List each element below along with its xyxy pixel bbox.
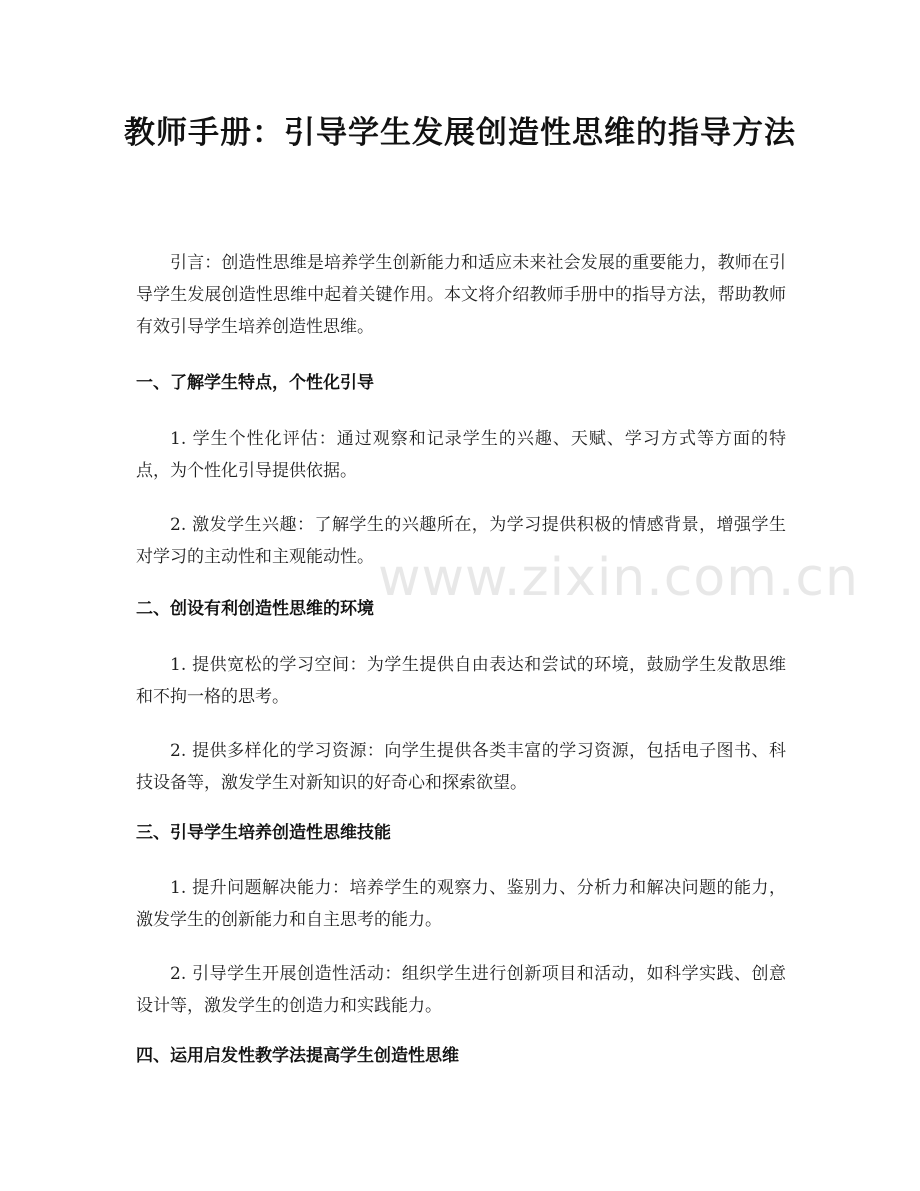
section-3-item-1: 1. 提升问题解决能力：培养学生的观察力、鉴别力、分析力和解决问题的能力，激发学生的创新能力和自主思考的能力。 [136,878,786,930]
section-2-item-2: 2. 提供多样化的学习资源：向学生提供各类丰富的学习资源，包括电子图书、科技设备等，激发学生对新知识的好奇心和探索欲望。 [136,741,786,793]
section-heading-1: 一、了解学生特点，个性化引导 [136,373,374,393]
section-heading-3: 三、引导学生培养创造性思维技能 [136,823,391,843]
section-heading-4: 四、运用启发性教学法提高学生创造性思维 [136,1046,459,1066]
section-2-item-1: 1. 提供宽松的学习空间：为学生提供自由表达和尝试的环境，鼓励学生发散思维和不拘一格的思考。 [136,655,786,707]
document-title: 教师手册：引导学生发展创造性思维的指导方法 [124,115,796,151]
section-1-item-1: 1. 学生个性化评估：通过观察和记录学生的兴趣、天赋、学习方式等方面的特点，为个性化引导提供依据。 [136,429,786,481]
intro-paragraph: 引言：创造性思维是培养学生创新能力和适应未来社会发展的重要能力，教师在引导学生发展创造性思维中起着关键作用。本文将介绍教师手册中的指导方法，帮助教师有效引导学生培养创造性思维。 [136,253,786,337]
section-heading-2: 二、创设有利创造性思维的环境 [136,599,374,619]
section-3-item-2: 2. 引导学生开展创造性活动：组织学生进行创新项目和活动，如科学实践、创意设计等，激发学生的创造力和实践能力。 [136,964,786,1016]
watermark: www.zixin.com.cn [378,548,859,608]
section-1-item-2: 2. 激发学生兴趣：了解学生的兴趣所在，为学习提供积极的情感背景，增强学生对学习的主动性和主观能动性。 [136,515,786,567]
